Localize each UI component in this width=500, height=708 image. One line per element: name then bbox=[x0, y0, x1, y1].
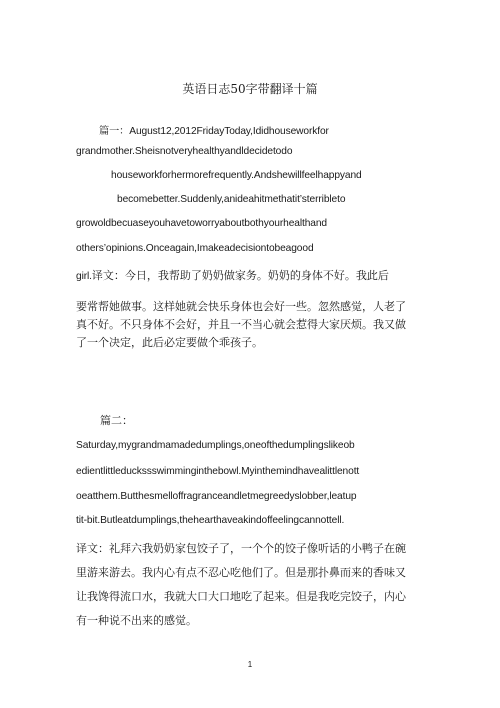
section1-line: growoldbecuaseyouhavetoworryaboutbothyourhealthand bbox=[76, 218, 328, 229]
section1-mixed-english: girl. bbox=[76, 271, 92, 282]
section1-line: 篇一：August12,2012FridayToday,Ididhouseworkfor bbox=[99, 126, 329, 137]
section1-line: grandmother.Sheisnotveryhealthyandldecidetodo bbox=[76, 146, 293, 157]
section1-line: houseworkforhermorefrequently.Andshewillfeelhappyand bbox=[111, 170, 362, 181]
section1-translation-line: 真不好。不只身体不会好，并且一不当心就会惹得大家厌烦。我又做 bbox=[76, 318, 406, 331]
section1-translation-line: 了一个决定，此后必定要做个乖孩子。 bbox=[76, 336, 263, 349]
section1-line: others’opinions.Onceagain,Imakeadecisiontobeagood bbox=[76, 243, 314, 254]
page-number: 1 bbox=[247, 660, 253, 669]
section2-translation-line: 让我馋得流口水，我就大口大口地吃了起来。但是我吃完饺子，内心 bbox=[76, 590, 406, 603]
section2-translation-line: 里游来游去。我内心有点不忍心吃他们了。但是那扑鼻而来的香味又 bbox=[76, 566, 406, 579]
section1-mixed-line bbox=[76, 266, 389, 284]
section2-line: Saturday,mygrandmamadedumplings,oneofthedumplingslikeob bbox=[76, 440, 355, 451]
section1-translation-start: 译文：今日，我帮助了奶奶做家务。奶奶的身体不好。我此后 bbox=[91, 269, 389, 282]
section2-heading: 篇二： bbox=[100, 414, 133, 427]
section2-line: tit-bit.Butleatdumplings,thehearthaveakindoffeelingcannottell. bbox=[76, 515, 345, 526]
section1-translation-line: 要常帮她做事。这样她就会快乐身体也会好一些。忽然感觉，人老了 bbox=[76, 300, 406, 313]
document-title: 英语日志50字带翻译十篇 bbox=[182, 82, 318, 96]
section1-line: becomebetter.Suddenly,anideahitmethatit’sterribleto bbox=[117, 194, 346, 205]
section2-line: oeatthem.Butthesmelloffragranceandletmegreedyslobber,leatup bbox=[76, 491, 357, 502]
section2-line: edientlittleduckssswimminginthebowl.Myinthemindhavealittlenott bbox=[76, 466, 360, 477]
section2-translation-line: 译文：礼拜六我奶奶家包饺子了，一个个的饺子像听话的小鸭子在碗 bbox=[76, 542, 406, 555]
section2-translation-line: 有一种说不出来的感觉。 bbox=[76, 614, 197, 627]
